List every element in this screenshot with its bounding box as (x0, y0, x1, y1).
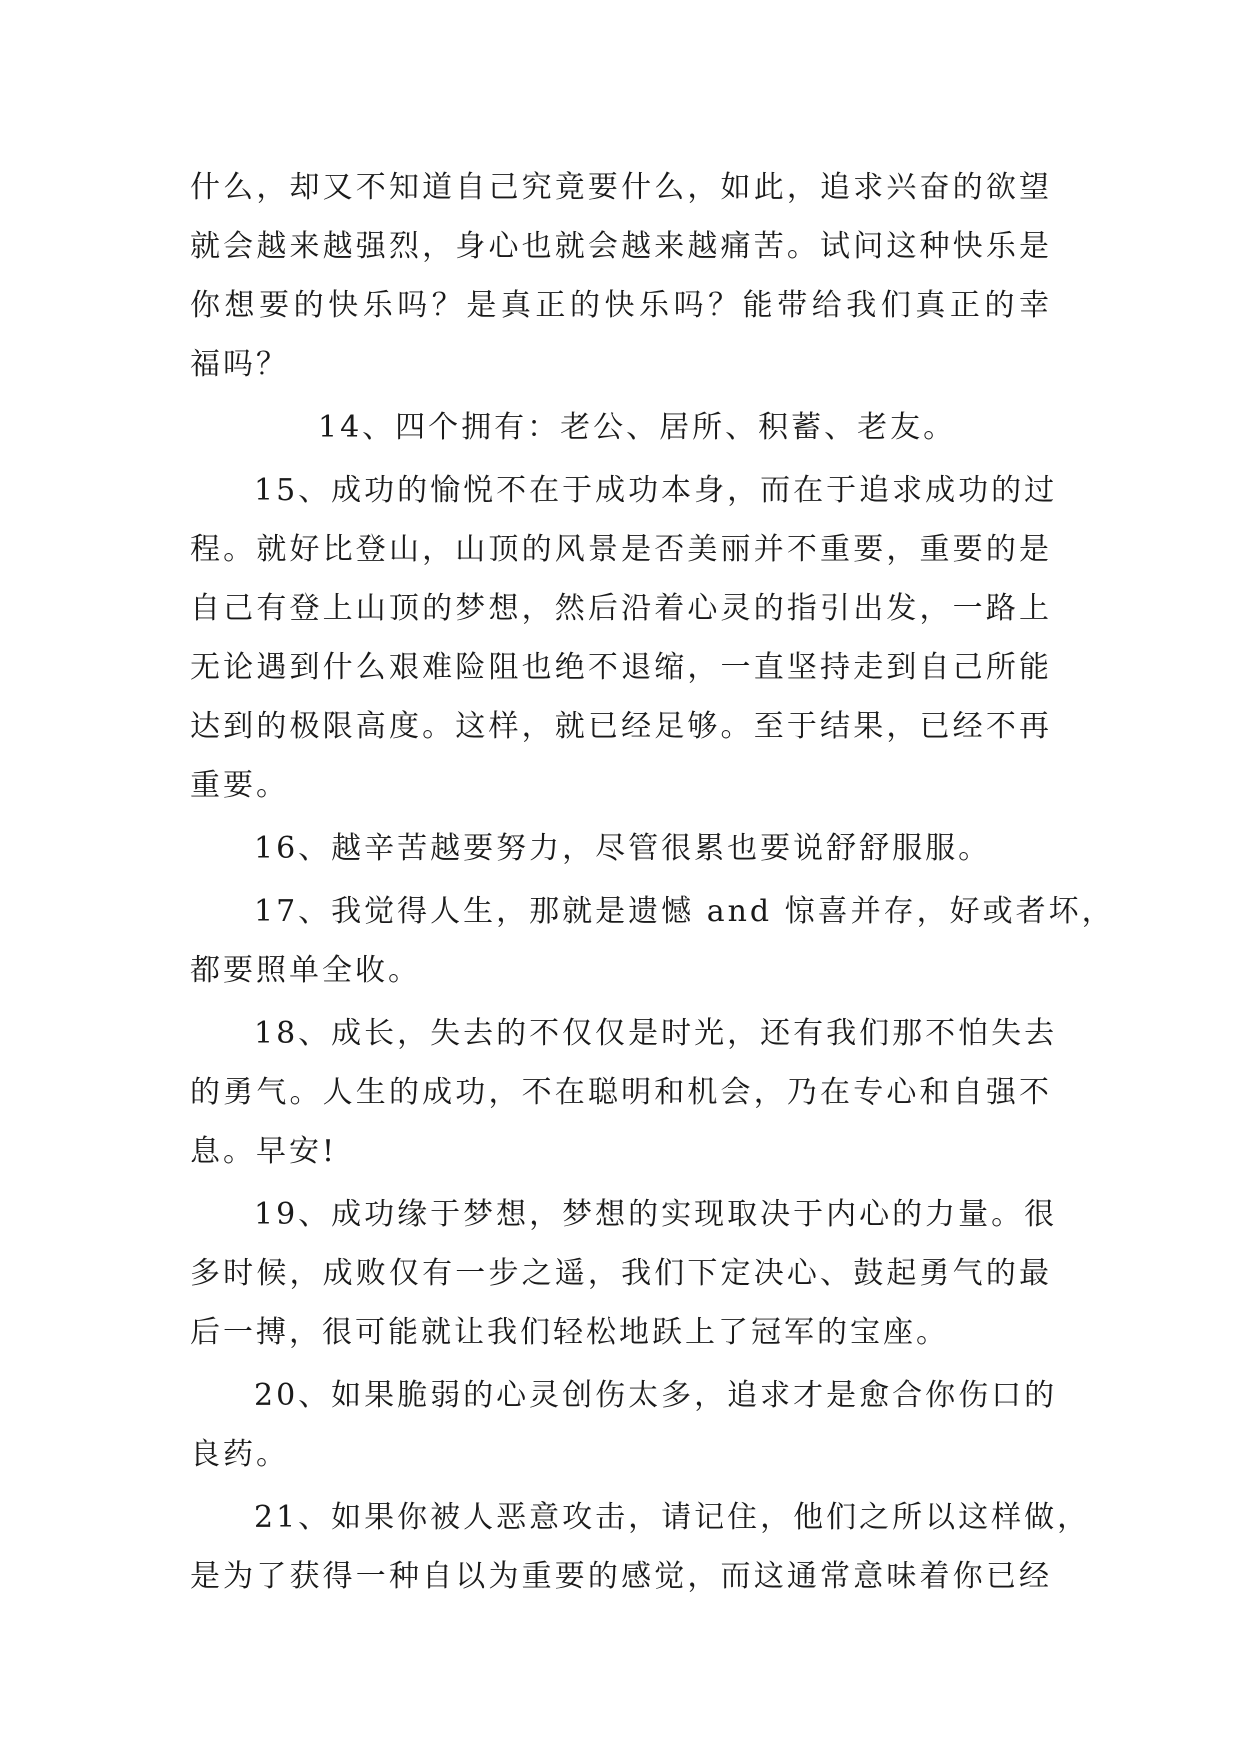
paragraph-14 (190, 398, 1052, 457)
text-line: 18、成长，失去的不仅仅是时光，还有我们那不怕失去 (254, 1016, 1058, 1051)
paragraph-17 (190, 882, 1115, 1000)
paragraph-13-continued (190, 158, 1052, 394)
document-body (190, 158, 1115, 1606)
paragraph-15 (190, 461, 1058, 815)
text-line: 你想要的快乐吗？是真正的快乐吗？能带给我们真正的幸 (190, 288, 1052, 323)
text-line: 16、越辛苦越要努力，尽管很累也要说舒舒服服。 (254, 831, 992, 866)
text-line: 都要照单全收。 (190, 953, 421, 988)
paragraph-16 (190, 819, 1052, 878)
text-line: 15、成功的愉悦不在于成功本身，而在于追求成功的过 (254, 473, 1058, 508)
paragraph-20 (190, 1366, 1058, 1484)
text-line: 后一搏，很可能就让我们轻松地跃上了冠军的宝座。 (190, 1315, 949, 1350)
paragraph-18 (190, 1004, 1058, 1181)
text-line: 程。就好比登山，山顶的风景是否美丽并不重要，重要的是 (190, 532, 1052, 567)
paragraph-19 (190, 1185, 1058, 1362)
text-line: 什么，却又不知道自己究竟要什么，如此，追求兴奋的欲望 (190, 170, 1052, 205)
text-line: 20、如果脆弱的心灵创伤太多，追求才是愈合你伤口的 (254, 1378, 1058, 1413)
text-line: 14、四个拥有：老公、居所、积蓄、老友。 (318, 410, 957, 445)
text-line: 多时候，成败仅有一步之遥，我们下定决心、鼓起勇气的最 (190, 1256, 1052, 1291)
text-line: 达到的极限高度。这样，就已经足够。至于结果，已经不再 (190, 709, 1052, 744)
text-line: 是为了获得一种自以为重要的感觉，而这通常意味着你已经 (190, 1559, 1052, 1594)
text-line: 良药。 (190, 1437, 289, 1472)
text-line: 19、成功缘于梦想，梦想的实现取决于内心的力量。很 (254, 1197, 1058, 1232)
text-line: 息。早安! (190, 1134, 338, 1169)
text-line: 福吗？ (190, 347, 289, 382)
text-line: 的勇气。人生的成功，不在聪明和机会，乃在专心和自强不 (190, 1075, 1052, 1110)
text-line: 自己有登上山顶的梦想，然后沿着心灵的指引出发，一路上 (190, 591, 1052, 626)
text-line: 重要。 (190, 768, 289, 803)
text-line: 就会越来越强烈，身心也就会越来越痛苦。试问这种快乐是 (190, 229, 1052, 264)
text-line: 无论遇到什么艰难险阻也绝不退缩，一直坚持走到自己所能 (190, 650, 1052, 685)
text-line: 17、我觉得人生，那就是遗憾 and 惊喜并存，好或者坏， (254, 894, 1115, 929)
paragraph-21 (190, 1488, 1091, 1606)
text-line: 21、如果你被人恶意攻击，请记住，他们之所以这样做， (254, 1500, 1091, 1535)
